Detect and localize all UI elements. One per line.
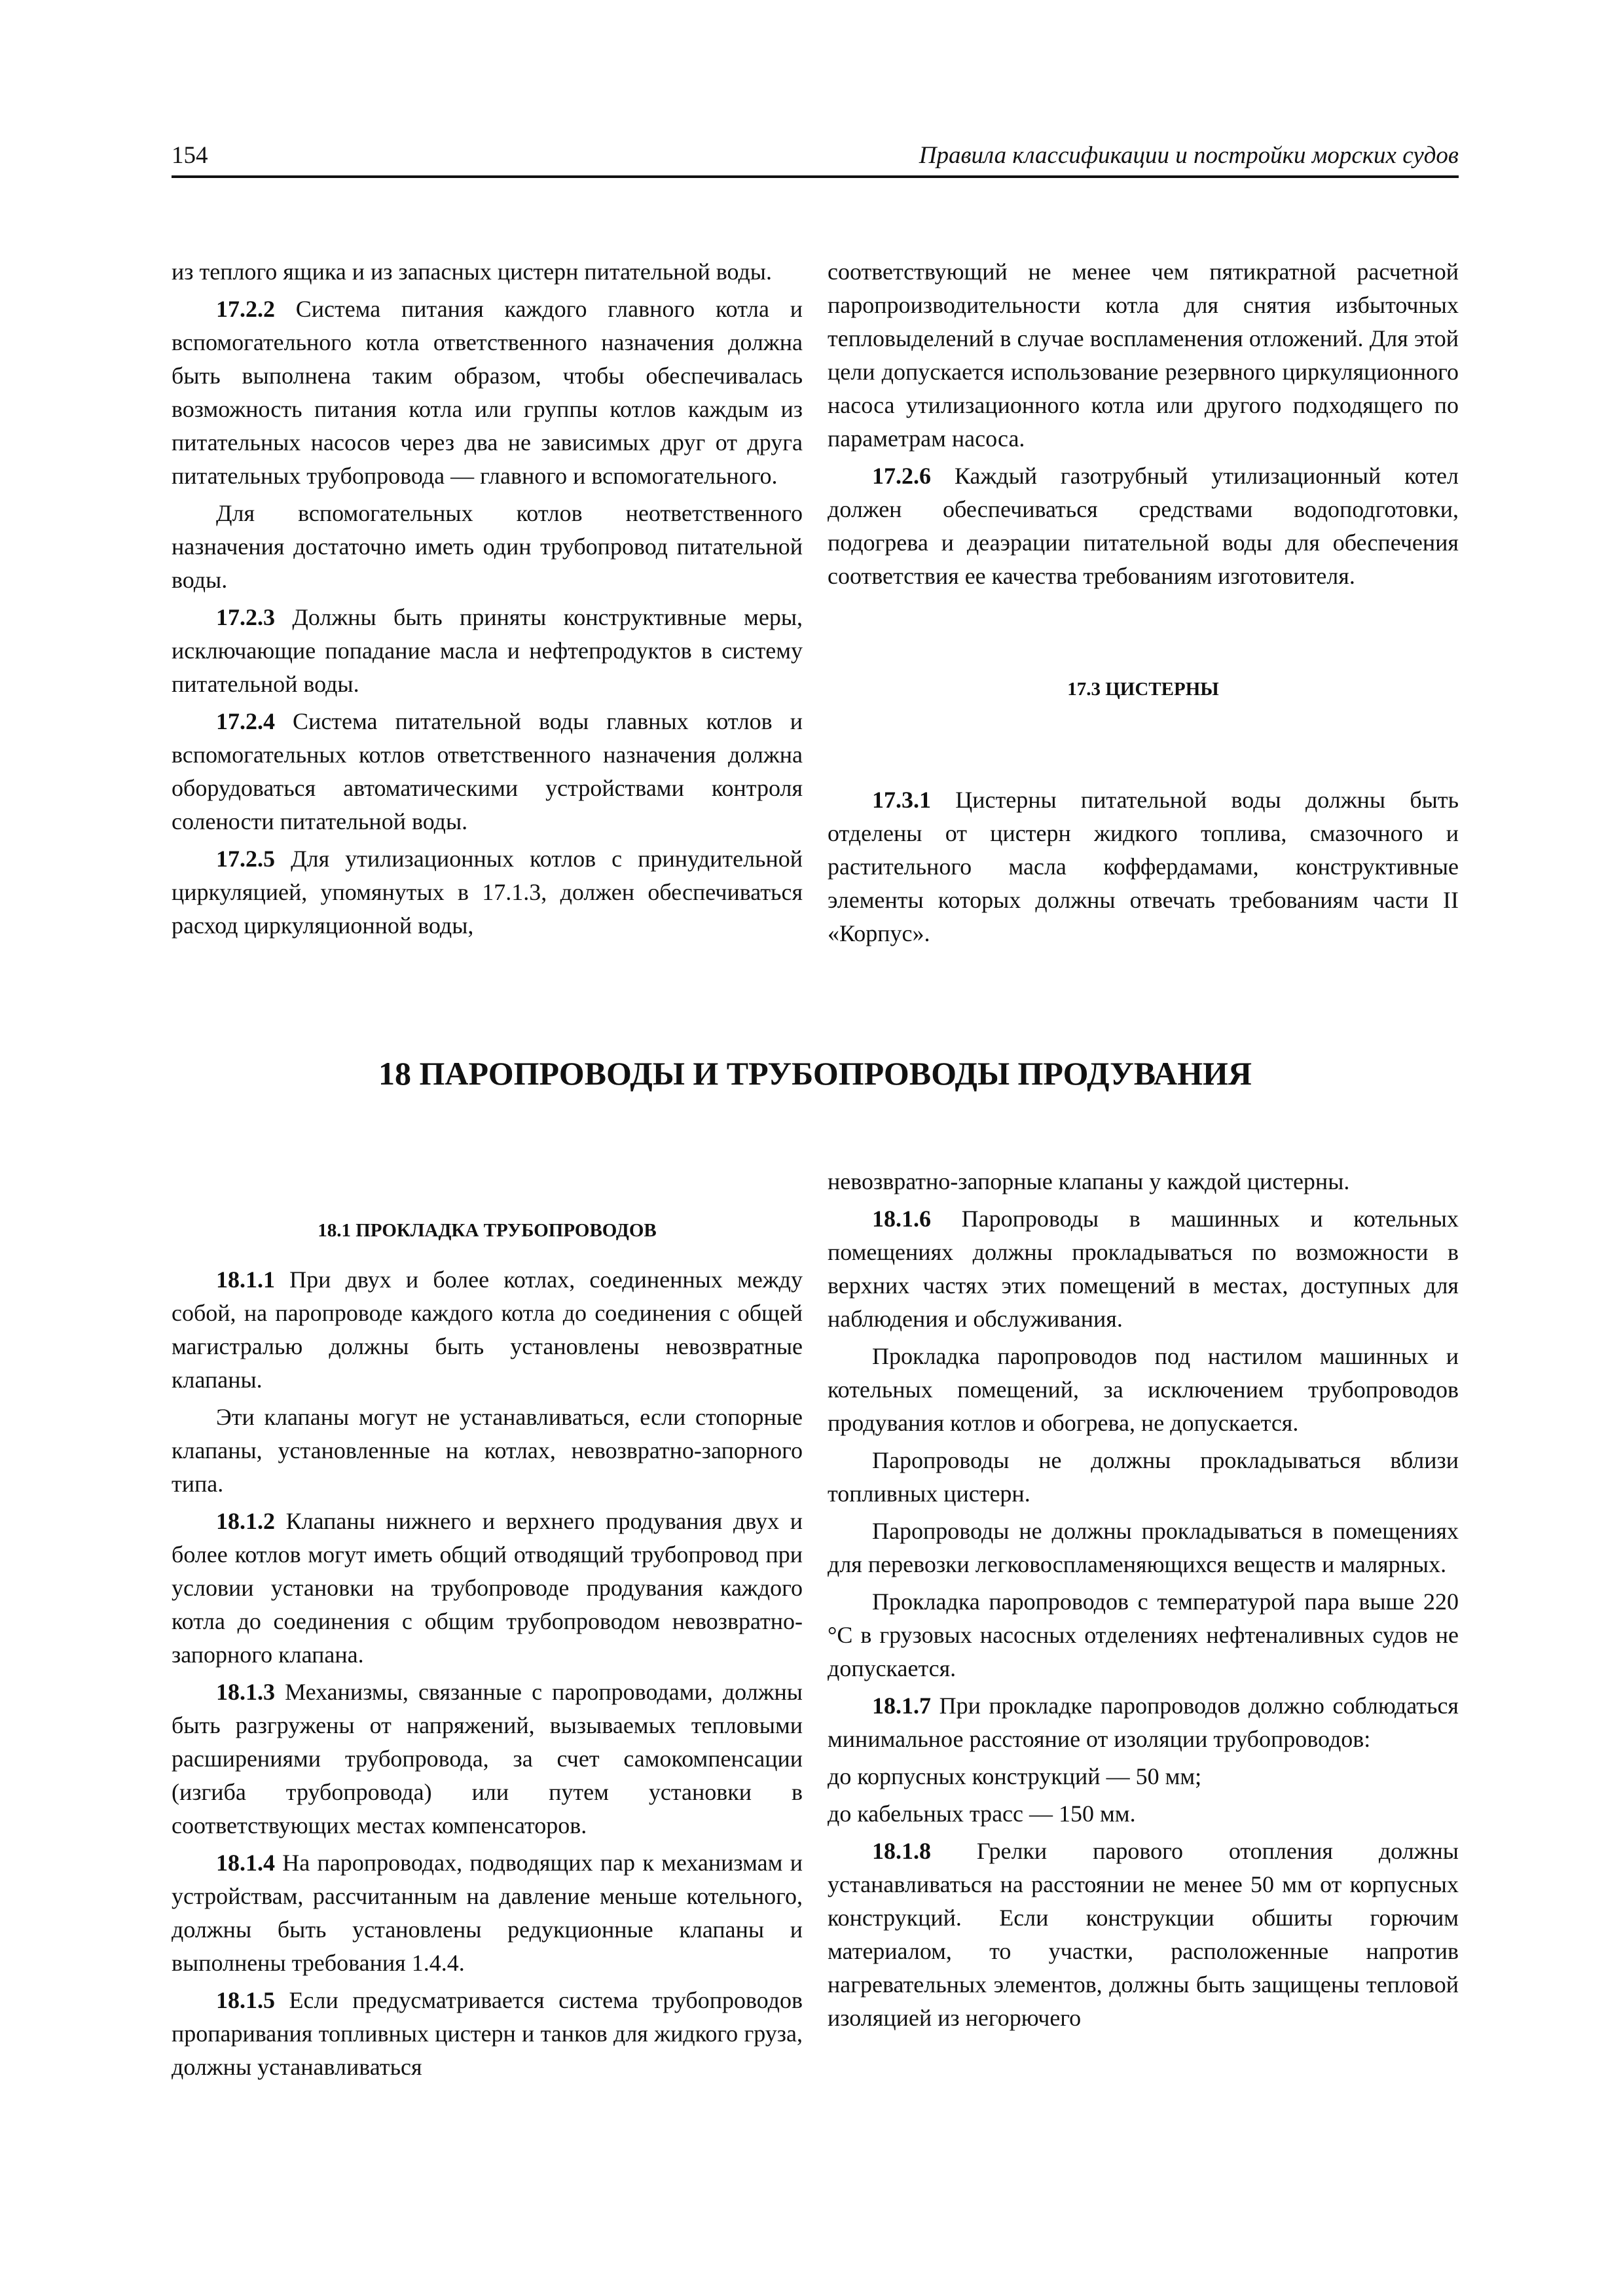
paragraph-18-1-8 — [828, 1835, 1459, 2035]
clause-number: 17.3.1 — [872, 787, 931, 813]
clause-number: 18.1.8 — [872, 1838, 931, 1864]
clause-number: 18.1.6 — [872, 1206, 931, 1232]
clause-number: 17.2.6 — [872, 463, 931, 489]
paragraph: Для вспомогательных котлов неответственного назначения достаточно иметь один трубопровод питательной воды. — [172, 500, 803, 593]
clause-number: 18.1.7 — [872, 1693, 931, 1719]
clause-text: Система питания каждого главного котла и вспомогательного котла ответственного назначения должна быть выполнена таким образом, чтобы обеспечивалась возможность питания котла или группы котлов каждым из питательных насосов через два не зависимых друг от друга питательных трубопровода — главного и вспомогательного. — [172, 296, 803, 489]
column-3 — [172, 1214, 803, 2084]
running-title: Правила классификации и постройки морских судов — [919, 142, 1459, 169]
paragraph-18-1-4 — [172, 1846, 803, 1980]
clause-text: Для утилизационных котлов с принудительной циркуляцией, упомянутых в 17.1.3, должен обеспечиваться расход циркуляционной воды, — [172, 846, 803, 939]
paragraph: Прокладка паропроводов с температурой пара выше 220 °С в грузовых насосных отделениях нефтеналивных судов не допускается. — [828, 1588, 1459, 1681]
paragraph: невозвратно-запорные клапаны у каждой цистерны. — [828, 1168, 1350, 1194]
paragraph-18-1-3 — [172, 1676, 803, 1842]
paragraph: Прокладка паропроводов под настилом машинных и котельных помещений, за исключением трубопроводов продувания котлов и обогрева, не допускается. — [828, 1343, 1459, 1436]
list-item: до корпусных конструкций — 50 мм; — [828, 1763, 1202, 1789]
paragraph: соответствующий не менее чем пятикратной расчетной паропроизводительности котла для снятия избыточных тепловыделений в случае воспламенения отложений. Для этой цели допускается использование резервного циркуляционного насоса утилизационного котла или другого подходящего по параметрам насоса. — [828, 259, 1459, 452]
paragraph: Эти клапаны могут не устанавливаться, если стопорные клапаны, установленные на котлах, невозвратно-запорного типа. — [172, 1404, 803, 1497]
clause-text: При прокладке паропроводов должно соблюдаться минимальное расстояние от изоляции трубопроводов: — [828, 1693, 1459, 1752]
clause-text: Грелки парового отопления должны устанавливаться на расстоянии не менее 50 мм от корпусных конструкций. Если конструкции обшиты горючим материалом, то участки, расположенные напротив нагревательных элементов, должны быть защищены тепловой изоляцией из негорючего — [828, 1838, 1459, 2031]
clause-text: Система питательной воды главных котлов и вспомогательных котлов ответственного назначения должна оборудоваться автоматическими устройствами контроля солености питательной воды. — [172, 708, 803, 834]
clause-text: Каждый газотрубный утилизационный котел должен обеспечиваться средствами водоподготовки, подогрева и деаэрации питательной воды для обеспечения соответствия ее качества требованиям изготовителя. — [828, 463, 1459, 589]
paragraph-17-3-1 — [828, 783, 1459, 950]
clause-number: 17.2.5 — [216, 846, 275, 872]
clause-text: Паропроводы в машинных и котельных помещениях должны прокладываться по возможности в верхних частях этих помещений в местах, доступных для наблюдения и обслуживания. — [828, 1206, 1459, 1332]
clause-text: Если предусматривается система трубопроводов пропаривания топливных цистерн и танков для жидкого груза, должны устанавливаться — [172, 1987, 803, 2080]
clause-number: 17.2.2 — [216, 296, 275, 322]
clause-number: 18.1.2 — [216, 1508, 275, 1534]
clause-number: 18.1.1 — [216, 1266, 275, 1293]
clause-number: 18.1.3 — [216, 1679, 275, 1705]
paragraph-18-1-2 — [172, 1505, 803, 1672]
paragraph: из теплого ящика и из запасных цистерн питательной воды. — [172, 259, 772, 285]
column-4 — [828, 1165, 1459, 2035]
header-rule — [172, 175, 1459, 178]
clause-number: 18.1.4 — [216, 1850, 275, 1876]
column-1 — [172, 255, 803, 942]
paragraph-17-2-4 — [172, 705, 803, 838]
paragraph-18-1-6 — [828, 1202, 1459, 1336]
clause-number: 17.2.4 — [216, 708, 275, 734]
paragraph: Паропроводы не должны прокладываться в помещениях для перевозки легковоспламеняющихся веществ и малярных. — [828, 1518, 1459, 1577]
clause-text: Должны быть приняты конструктивные меры, исключающие попадание масла и нефтепродуктов в систему питательной воды. — [172, 604, 803, 697]
column-2 — [828, 255, 1459, 950]
list-item: до кабельных трасс — 150 мм. — [828, 1801, 1136, 1827]
paragraph-18-1-1 — [172, 1263, 803, 1397]
paragraph-18-1-7 — [828, 1689, 1459, 1756]
paragraph: Паропроводы не должны прокладываться вблизи топливных цистерн. — [828, 1447, 1459, 1507]
page-header — [172, 139, 1459, 181]
clause-text: Цистерны питательной воды должны быть отделены от цистерн жидкого топлива, смазочного и растительного масла коффердамами, конструктивные элементы которых должны отвечать требованиям части II «Корпус». — [828, 787, 1459, 946]
paragraph-17-2-3 — [172, 601, 803, 701]
clause-number: 17.2.3 — [216, 604, 275, 630]
clause-text: При двух и более котлах, соединенных между собой, на паропроводе каждого котла до соединения с общей магистралью должны быть установлены невозвратные клапаны. — [172, 1266, 803, 1393]
subsection-heading-17-3: 17.3 ЦИСТЕРНЫ — [1067, 679, 1219, 700]
subsection-heading-18-1: 18.1 ПРОКЛАДКА ТРУБОПРОВОДОВ — [318, 1220, 657, 1241]
paragraph-17-2-6 — [828, 459, 1459, 593]
paragraph-17-2-2 — [172, 293, 803, 493]
page-number: 154 — [172, 142, 208, 169]
section-title: 18 ПАРОПРОВОДЫ И ТРУБОПРОВОДЫ ПРОДУВАНИЯ — [378, 1055, 1252, 1092]
paragraph-17-2-5 — [172, 842, 803, 942]
clause-text: Механизмы, связанные с паропроводами, должны быть разгружены от напряжений, вызываемых тепловыми расширениями трубопровода, за счет самокомпенсации (изгиба трубопровода) или путем установки в соответствующих местах компенсаторов. — [172, 1679, 803, 1839]
clause-text: Клапаны нижнего и верхнего продувания двух и более котлов могут иметь общий отводящий трубопровод при условии установки на трубопроводе продувания каждого котла до соединения с общим трубопроводом невозвратно-запорного клапана. — [172, 1508, 803, 1668]
clause-text: На паропроводах, подводящих пар к механизмам и устройствам, рассчитанным на давление меньше котельного, должны быть установлены редукционные клапаны и выполнены требования 1.4.4. — [172, 1850, 803, 1976]
paragraph-18-1-5 — [172, 1984, 803, 2084]
clause-number: 18.1.5 — [216, 1987, 275, 2013]
